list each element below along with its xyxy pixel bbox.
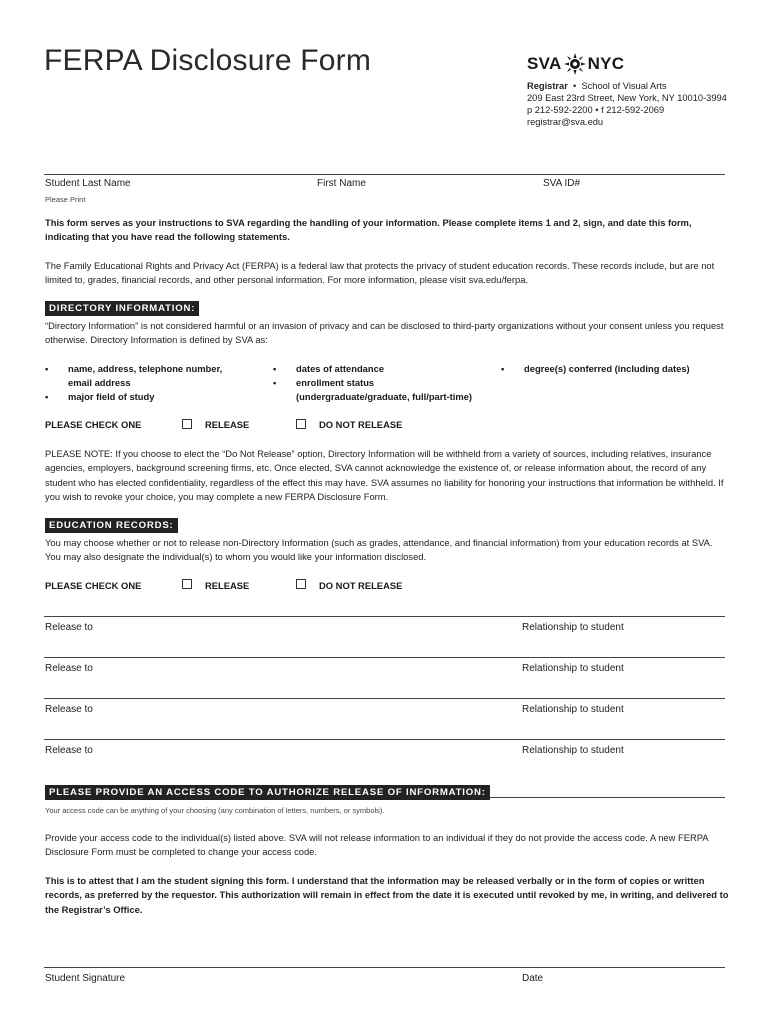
first-name-label: First Name — [317, 178, 366, 189]
release-to-label-1: Release to — [45, 622, 93, 633]
directory-text: “Directory Information” is not considered harmful or an invasion of privacy and can be disclosed to third-party organizations without your consent unless you request otherwise. Directory Information is defined by SVA as: — [45, 320, 724, 346]
education-release-label: RELEASE — [205, 580, 250, 591]
access-code-heading: PLEASE PROVIDE AN ACCESS CODE TO AUTHORIZE RELEASE OF INFORMATION: — [45, 785, 490, 800]
bullet-enrollment: enrollment status — [296, 377, 375, 388]
release-line-3[interactable] — [44, 698, 725, 699]
registrar-line: Registrar • School of Visual Arts — [527, 81, 667, 91]
education-do-not-release-label: DO NOT RELEASE — [319, 580, 403, 591]
bullet-dates-attendance: dates of attendance — [296, 363, 385, 374]
bullet-name-address: name, address, telephone number, — [68, 363, 223, 374]
intro-text: The Family Educational Rights and Privacy Act (FERPA) is a federal law that protects the privacy of student education records. These records include, but are not limited to, grades, financial records, and other personal information. For more information, please visit sva.edu/ferpa. — [45, 260, 715, 286]
access-code-text: Provide your access code to the individual(s) listed above. SVA will not release information to an individual if they do not provide the access code. A new FERPA Disclosure Form must be completed to change your access code. — [45, 832, 709, 858]
logo-left-text: SVA — [527, 54, 562, 73]
registrar-email: registrar@sva.edu — [527, 117, 604, 127]
student-last-name-label: Student Last Name — [45, 178, 131, 189]
access-code-line[interactable] — [470, 797, 725, 798]
release-to-label-3: Release to — [45, 704, 93, 715]
relationship-label-2: Relationship to student — [522, 663, 624, 674]
intro-bold-text: This form serves as your instructions to SVA regarding the handling of your information. Please complete items 1 and 2, sign, and date this form, indicating that you have read the following statements. — [45, 217, 692, 243]
access-code-hint: Your access code can be anything of your choosing (any combination of letters, numbers, or symbols). — [45, 806, 385, 815]
date-label: Date — [522, 973, 544, 984]
release-to-label-2: Release to — [45, 663, 93, 674]
bullet-major: major field of study — [68, 391, 155, 402]
directory-do-not-release-label: DO NOT RELEASE — [319, 419, 403, 430]
school-phones: p 212-592-2200 • f 212-592-2069 — [527, 105, 665, 115]
release-line-2[interactable] — [44, 657, 725, 658]
education-release-checkbox[interactable] — [182, 579, 192, 589]
signature-line[interactable] — [44, 967, 725, 968]
sun-logo-icon — [564, 53, 586, 75]
sva-logo — [527, 53, 624, 75]
school-name: School of Visual Arts — [581, 81, 667, 91]
release-line-1[interactable] — [44, 616, 725, 617]
directory-do-not-release-checkbox[interactable] — [296, 419, 306, 429]
relationship-label-3: Relationship to student — [522, 704, 624, 715]
please-print-label: Please Print — [45, 195, 86, 204]
release-line-4[interactable] — [44, 739, 725, 740]
attestation-text: This is to attest that I am the student signing this form. I understand that the information may be released verbally or in the form of copies or written records, as preferred by the requestor. This authorization will remain in effect from the date it is executed until revoked by me, in writing, and delivered to the Registrar’s Office. — [45, 875, 729, 915]
directory-release-label: RELEASE — [205, 419, 250, 430]
student-signature-label: Student Signature — [45, 973, 126, 984]
page-title: FERPA Disclosure Form — [44, 44, 372, 77]
registrar-label: Registrar — [527, 81, 568, 91]
directory-note: PLEASE NOTE: If you choose to elect the “Do Not Release” option, Directory Information will be withheld from a variety of sources, including relatives, insurance agencies, employers, background screening firms, etc. Once elected, SVA cannot acknowledge the existence of, or release information about, the record of any student who has elected confidentiality, regardless of the effect this may have. SVA assumes no liability for honoring your instructions that information be withheld. If you wish to revoke your choice, you may complete a new FERPA Disclosure Form. — [45, 448, 724, 502]
directory-heading: DIRECTORY INFORMATION: — [45, 301, 199, 316]
education-do-not-release-checkbox[interactable] — [296, 579, 306, 589]
education-text: You may choose whether or not to release non-Directory Information (such as grades, attendance, and financial information) from your education records at SVA. You may also designate the individual(s) to whom you would like your information disclosed. — [45, 537, 713, 563]
bullet-email: email address — [68, 377, 131, 388]
bullet-enrollment-detail: (undergraduate/graduate, full/part-time) — [296, 391, 473, 402]
directory-check-label: PLEASE CHECK ONE — [45, 419, 142, 430]
education-check-label: PLEASE CHECK ONE — [45, 580, 142, 591]
education-heading: EDUCATION RECORDS: — [45, 518, 178, 533]
release-to-label-4: Release to — [45, 745, 93, 756]
bullet-degrees: degree(s) conferred (including dates) — [524, 363, 690, 374]
relationship-label-1: Relationship to student — [522, 622, 624, 633]
relationship-label-4: Relationship to student — [522, 745, 624, 756]
school-address: 209 East 23rd Street, New York, NY 10010-3994 — [527, 93, 727, 103]
student-name-line[interactable] — [44, 174, 725, 175]
directory-release-checkbox[interactable] — [182, 419, 192, 429]
logo-right-text: NYC — [587, 54, 625, 73]
sva-id-label: SVA ID# — [543, 178, 581, 189]
